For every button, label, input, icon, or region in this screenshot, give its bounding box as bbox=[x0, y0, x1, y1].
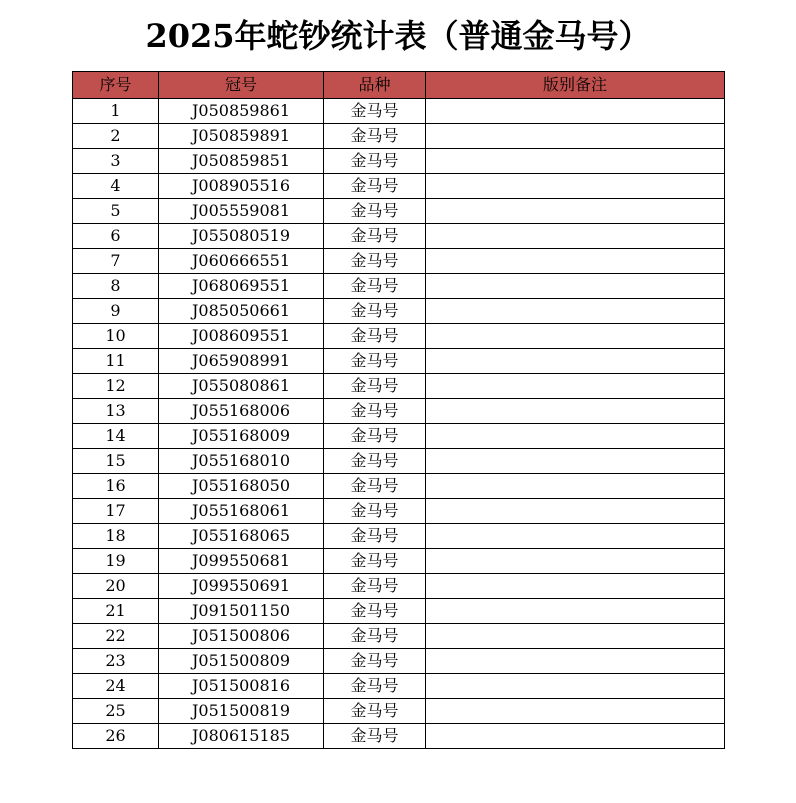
row-variety-cell[interactable]: 金马号 bbox=[324, 649, 426, 674]
row-index-cell[interactable]: 23 bbox=[73, 649, 159, 674]
row-variety-cell[interactable]: 金马号 bbox=[324, 624, 426, 649]
row-index-cell[interactable]: 22 bbox=[73, 624, 159, 649]
row-variety-cell[interactable]: 金马号 bbox=[324, 449, 426, 474]
row-note-cell[interactable] bbox=[426, 549, 725, 574]
row-serial-cell[interactable]: J068069551 bbox=[159, 274, 324, 299]
row-note-cell[interactable] bbox=[426, 99, 725, 124]
row-serial-cell[interactable]: J099550691 bbox=[159, 574, 324, 599]
row-index-cell[interactable]: 12 bbox=[73, 374, 159, 399]
row-index-cell[interactable]: 13 bbox=[73, 399, 159, 424]
row-serial-cell[interactable]: J091501150 bbox=[159, 599, 324, 624]
table-row bbox=[73, 424, 725, 449]
row-serial-cell[interactable]: J051500806 bbox=[159, 624, 324, 649]
row-serial-cell[interactable]: J051500809 bbox=[159, 649, 324, 674]
row-note-cell[interactable] bbox=[426, 499, 725, 524]
row-variety-cell[interactable]: 金马号 bbox=[324, 349, 426, 374]
row-serial-cell[interactable]: J051500819 bbox=[159, 699, 324, 724]
row-variety-cell[interactable]: 金马号 bbox=[324, 124, 426, 149]
row-note-cell[interactable] bbox=[426, 174, 725, 199]
table-row bbox=[73, 724, 725, 749]
row-variety-cell[interactable]: 金马号 bbox=[324, 99, 426, 124]
table-row bbox=[73, 449, 725, 474]
table-row bbox=[73, 374, 725, 399]
row-index-cell[interactable]: 3 bbox=[73, 149, 159, 174]
row-note-cell[interactable] bbox=[426, 199, 725, 224]
table-row bbox=[73, 549, 725, 574]
row-index-cell[interactable]: 15 bbox=[73, 449, 159, 474]
row-variety-cell[interactable]: 金马号 bbox=[324, 249, 426, 274]
row-index-cell[interactable]: 20 bbox=[73, 574, 159, 599]
row-variety-cell[interactable]: 金马号 bbox=[324, 499, 426, 524]
row-variety-cell[interactable]: 金马号 bbox=[324, 299, 426, 324]
table-header-row bbox=[73, 72, 725, 99]
row-variety-cell[interactable]: 金马号 bbox=[324, 574, 426, 599]
row-note-cell[interactable] bbox=[426, 449, 725, 474]
row-variety-cell[interactable]: 金马号 bbox=[324, 474, 426, 499]
table-row bbox=[73, 574, 725, 599]
table-row bbox=[73, 99, 725, 124]
row-serial-cell[interactable]: J055080519 bbox=[159, 224, 324, 249]
row-index-cell[interactable]: 21 bbox=[73, 599, 159, 624]
row-index-cell[interactable]: 26 bbox=[73, 724, 159, 749]
row-note-cell[interactable] bbox=[426, 224, 725, 249]
row-variety-cell[interactable]: 金马号 bbox=[324, 224, 426, 249]
row-note-cell[interactable] bbox=[426, 699, 725, 724]
row-note-cell[interactable] bbox=[426, 374, 725, 399]
row-index-cell[interactable]: 10 bbox=[73, 324, 159, 349]
row-serial-cell[interactable]: J055168061 bbox=[159, 499, 324, 524]
row-variety-cell[interactable]: 金马号 bbox=[324, 674, 426, 699]
row-index-cell[interactable]: 17 bbox=[73, 499, 159, 524]
header-version-note[interactable]: 版别备注 bbox=[426, 72, 725, 99]
row-note-cell[interactable] bbox=[426, 349, 725, 374]
row-serial-cell[interactable]: J055168006 bbox=[159, 399, 324, 424]
row-variety-cell[interactable]: 金马号 bbox=[324, 374, 426, 399]
row-serial-cell[interactable]: J008905516 bbox=[159, 174, 324, 199]
table-row bbox=[73, 149, 725, 174]
table-row bbox=[73, 674, 725, 699]
row-serial-cell[interactable]: J055168050 bbox=[159, 474, 324, 499]
row-index-cell[interactable]: 24 bbox=[73, 674, 159, 699]
row-serial-cell[interactable]: J008609551 bbox=[159, 324, 324, 349]
row-index-cell[interactable]: 8 bbox=[73, 274, 159, 299]
row-serial-cell[interactable]: J051500816 bbox=[159, 674, 324, 699]
table-row bbox=[73, 349, 725, 374]
table-row bbox=[73, 199, 725, 224]
row-variety-cell[interactable]: 金马号 bbox=[324, 149, 426, 174]
row-serial-cell[interactable]: J050859891 bbox=[159, 124, 324, 149]
row-serial-cell[interactable]: J065908991 bbox=[159, 349, 324, 374]
row-note-cell[interactable] bbox=[426, 649, 725, 674]
row-note-cell[interactable] bbox=[426, 599, 725, 624]
table-row bbox=[73, 399, 725, 424]
row-index-cell[interactable]: 9 bbox=[73, 299, 159, 324]
row-serial-cell[interactable]: J099550681 bbox=[159, 549, 324, 574]
row-note-cell[interactable] bbox=[426, 474, 725, 499]
row-variety-cell[interactable]: 金马号 bbox=[324, 524, 426, 549]
row-note-cell[interactable] bbox=[426, 424, 725, 449]
table-row bbox=[73, 624, 725, 649]
header-serial-prefix[interactable]: 冠号 bbox=[159, 72, 324, 99]
row-serial-cell[interactable]: J060666551 bbox=[159, 249, 324, 274]
row-note-cell[interactable] bbox=[426, 399, 725, 424]
row-variety-cell[interactable]: 金马号 bbox=[324, 199, 426, 224]
table-row bbox=[73, 249, 725, 274]
row-variety-cell[interactable]: 金马号 bbox=[324, 399, 426, 424]
table-row bbox=[73, 324, 725, 349]
row-serial-cell[interactable]: J055168065 bbox=[159, 524, 324, 549]
row-variety-cell[interactable]: 金马号 bbox=[324, 424, 426, 449]
row-note-cell[interactable] bbox=[426, 524, 725, 549]
row-note-cell[interactable] bbox=[426, 299, 725, 324]
row-serial-cell[interactable]: J005559081 bbox=[159, 199, 324, 224]
row-index-cell[interactable]: 18 bbox=[73, 524, 159, 549]
table-row bbox=[73, 499, 725, 524]
row-serial-cell[interactable]: J050859861 bbox=[159, 99, 324, 124]
row-index-cell[interactable]: 25 bbox=[73, 699, 159, 724]
row-serial-cell[interactable]: J085050661 bbox=[159, 299, 324, 324]
header-variety[interactable]: 品种 bbox=[324, 72, 426, 99]
row-note-cell[interactable] bbox=[426, 624, 725, 649]
row-index-cell[interactable]: 7 bbox=[73, 249, 159, 274]
row-variety-cell[interactable]: 金马号 bbox=[324, 549, 426, 574]
table-row bbox=[73, 299, 725, 324]
row-variety-cell[interactable]: 金马号 bbox=[324, 599, 426, 624]
row-variety-cell[interactable]: 金马号 bbox=[324, 699, 426, 724]
row-variety-cell[interactable]: 金马号 bbox=[324, 174, 426, 199]
table-row bbox=[73, 174, 725, 199]
row-serial-cell[interactable]: J055168010 bbox=[159, 449, 324, 474]
row-index-cell[interactable]: 19 bbox=[73, 549, 159, 574]
row-note-cell[interactable] bbox=[426, 149, 725, 174]
row-index-cell[interactable]: 1 bbox=[73, 99, 159, 124]
header-index[interactable]: 序号 bbox=[73, 72, 159, 99]
table-row bbox=[73, 649, 725, 674]
page-title: 2025年蛇钞统计表（普通金马号） bbox=[145, 17, 651, 55]
row-index-cell[interactable]: 4 bbox=[73, 174, 159, 199]
row-note-cell[interactable] bbox=[426, 574, 725, 599]
row-serial-cell[interactable]: J055080861 bbox=[159, 374, 324, 399]
row-note-cell[interactable] bbox=[426, 274, 725, 299]
row-variety-cell[interactable]: 金马号 bbox=[324, 324, 426, 349]
row-index-cell[interactable]: 14 bbox=[73, 424, 159, 449]
row-note-cell[interactable] bbox=[426, 249, 725, 274]
statistics-table bbox=[72, 71, 725, 749]
table-row bbox=[73, 599, 725, 624]
row-index-cell[interactable]: 16 bbox=[73, 474, 159, 499]
table-row bbox=[73, 699, 725, 724]
row-variety-cell[interactable]: 金马号 bbox=[324, 274, 426, 299]
row-index-cell[interactable]: 11 bbox=[73, 349, 159, 374]
row-index-cell[interactable]: 5 bbox=[73, 199, 159, 224]
row-note-cell[interactable] bbox=[426, 324, 725, 349]
row-note-cell[interactable] bbox=[426, 724, 725, 749]
table-body bbox=[73, 99, 725, 749]
table-row bbox=[73, 274, 725, 299]
row-variety-cell[interactable]: 金马号 bbox=[324, 724, 426, 749]
table-row bbox=[73, 124, 725, 149]
row-note-cell[interactable] bbox=[426, 124, 725, 149]
row-note-cell[interactable] bbox=[426, 674, 725, 699]
table-row bbox=[73, 224, 725, 249]
row-serial-cell[interactable]: J080615185 bbox=[159, 724, 324, 749]
row-index-cell[interactable]: 6 bbox=[73, 224, 159, 249]
row-serial-cell[interactable]: J050859851 bbox=[159, 149, 324, 174]
row-index-cell[interactable]: 2 bbox=[73, 124, 159, 149]
table-row bbox=[73, 524, 725, 549]
row-serial-cell[interactable]: J055168009 bbox=[159, 424, 324, 449]
table-row bbox=[73, 474, 725, 499]
